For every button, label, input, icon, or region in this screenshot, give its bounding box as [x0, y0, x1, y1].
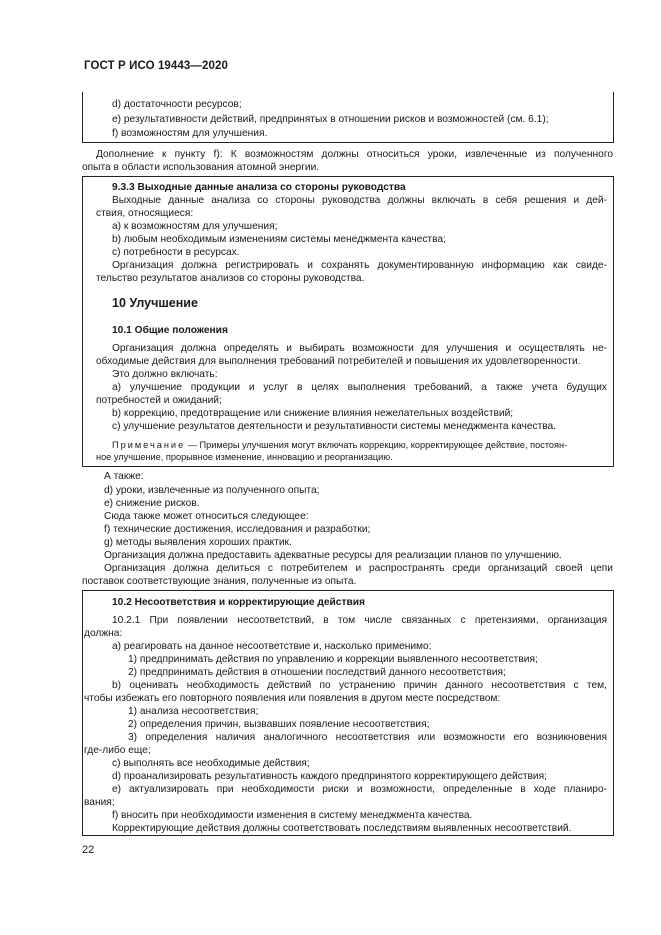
list-item-d: d) достаточности ресурсов; — [112, 99, 242, 110]
list-item-101-c: c) улучшение результатов деятельности и результативности системы менеджмента качества. — [112, 421, 557, 432]
intro-102-line-1: 10.2.1 При появлении несоответствий, в том числе связанных с претензиями, организация — [112, 615, 607, 626]
list-item-102-a1: 1) предпринимать действия по управлению и коррекции выявленного несоответствия; — [128, 654, 538, 665]
document-header: ГОСТ Р ИСО 19443—2020 — [84, 60, 229, 72]
heading-933: 9.3.3 Выходные данные анализа со стороны руководства — [112, 182, 406, 193]
addendum-line-1: Дополнение к пункту f): К возможностям должны относиться уроки, извлеченные из полученного — [96, 149, 613, 160]
list-item-933-c: c) потребности в ресурсах. — [112, 247, 240, 258]
list-item-102-b3-line-2: где-либо еще; — [84, 745, 151, 756]
intro-102-line-2: должна: — [84, 628, 123, 639]
also-label: А также: — [104, 471, 144, 482]
intro-933-line-1: Выходные данные анализа со стороны руководства должны включать в себя решения и дей- — [112, 195, 607, 206]
list-item-102-f: f) вносить при необходимости изменения в систему менеджмента качества. — [112, 810, 473, 821]
share-line-1: Организация должна делиться с потребителем и распространять среди организаций своей цепи — [104, 563, 613, 574]
resources-sentence: Организация должна предоставить адекватные ресурсы для реализации планов по улучшению. — [104, 550, 562, 561]
list-item-mid-d: d) уроки, извлеченные из полученного опыта; — [104, 485, 320, 496]
closing-102: Корректирующие действия должны соответствовать последствиям выявленных несоответствий. — [112, 823, 572, 834]
list-item-102-b2: 2) определения причин, вызвавших появление несоответствия; — [128, 719, 430, 730]
list-item-mid-f: f) технические достижения, исследования и разработки; — [104, 524, 371, 535]
list-item-102-a2: 2) предпринимать действия в отношении последствий данного несоответствия; — [128, 667, 506, 678]
list-item-102-b1: 1) анализа несоответствия; — [128, 706, 259, 717]
list-item-102-b-line-1: b) оценивать необходимость действий по устранению причин данного несоответствия с тем, — [112, 680, 607, 691]
closing-933-line-2: тельство результатов анализов со стороны руководства. — [96, 273, 365, 284]
list-item-f: f) возможностям для улучшения. — [112, 128, 268, 139]
list-item-933-a: a) к возможностям для улучшения; — [112, 221, 278, 232]
list-item-101-b: b) коррекцию, предотвращение или снижение влияния нежелательных воздействий; — [112, 408, 514, 419]
list-item-933-b: b) любым необходимым изменениям системы менеджмента качества; — [112, 234, 446, 245]
list-item-101-a-line-1: a) улучшение продукции и услуг в целях выполнения требований, а также учета будущих — [112, 382, 607, 393]
para-101-line-1: Организация должна определять и выбирать возможности для улучшения и осуществлять не- — [112, 343, 607, 354]
para-101-include: Это должно включать: — [112, 369, 218, 380]
list-item-102-b3-line-1: 3) определения наличия аналогичного несоответствия или возможности его возникновения — [128, 732, 607, 743]
addendum-line-2: опыта в области использования атомной энергии. — [82, 162, 320, 173]
heading-101: 10.1 Общие положения — [112, 325, 228, 336]
share-line-2: поставок соответствующие знания, полученные из опыта. — [82, 576, 357, 587]
closing-933-line-1: Организация должна регистрировать и сохранять документированную информацию как свиде- — [112, 260, 607, 271]
note-line-2: ное улучшение, прорывное изменение, инновацию и реорганизацию. — [96, 452, 393, 462]
heading-102: 10.2 Несоответствия и корректирующие действия — [112, 597, 365, 608]
list-item-e: e) результативности действий, предпринятых в отношении рисков и возможностей (см. 6.1); — [112, 114, 549, 125]
section-title-10: 10 Улучшение — [112, 296, 198, 310]
para-101-line-2: обходимые действия для выполнения требований потребителей и повышения их удовлетворенности. — [96, 356, 581, 367]
note-text-1: — Примеры улучшения могут включать коррекцию, корректирующее действие, постоян- — [185, 440, 568, 450]
list-item-102-c: c) выполнять все необходимые действия; — [112, 758, 310, 769]
list-item-101-a-line-2: потребностей и ожиданий; — [96, 395, 222, 406]
intro-933-line-2: ствия, относящиеся: — [96, 208, 194, 219]
list-item-102-b-line-2: чтобы избежать его повторного появления или появления в другом месте посредством: — [84, 693, 501, 704]
note-label: Примечание — [112, 440, 186, 450]
list-item-102-e-line-1: e) актуализировать при необходимости риски и возможности, определенные в ходе планиро- — [112, 784, 607, 795]
list-item-mid-g: g) методы выявления хороших практик. — [104, 537, 292, 548]
list-item-102-a: a) реагировать на данное несоответствие и, насколько применимо: — [112, 641, 432, 652]
list-item-102-e-line-2: вания; — [84, 797, 115, 808]
also-include-label: Сюда также может относиться следующее: — [104, 511, 309, 522]
list-item-mid-e: e) снижение рисков. — [104, 498, 200, 509]
list-item-102-d: d) проанализировать результативность каждого предпринятого корректирующего действия; — [112, 771, 547, 782]
page-number: 22 — [82, 844, 95, 856]
